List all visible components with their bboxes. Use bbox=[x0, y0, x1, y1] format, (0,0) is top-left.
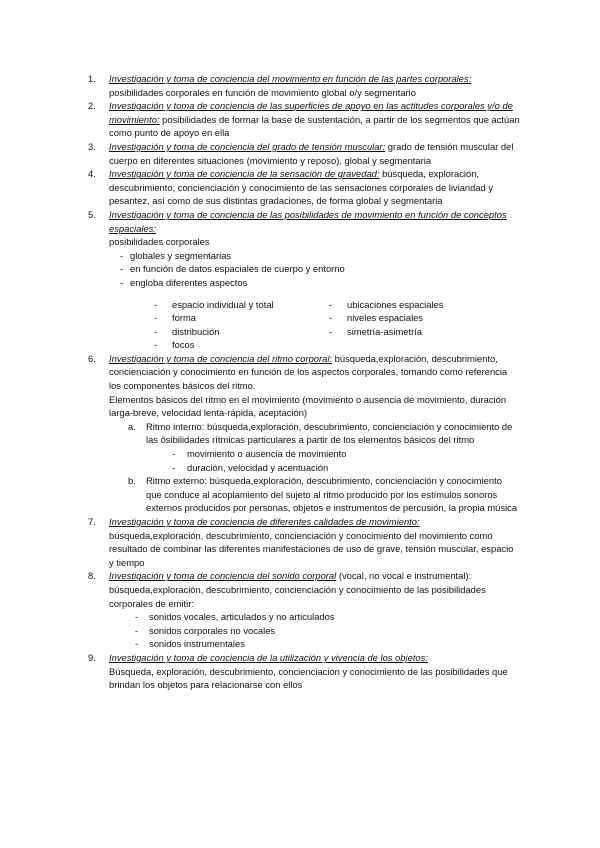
item-number: 2. bbox=[88, 100, 96, 112]
item-number: 7. bbox=[88, 516, 96, 527]
bullet-item: - movimiento o ausencia de movimiento bbox=[172, 447, 520, 461]
bullet-item: - forma bbox=[154, 311, 329, 325]
item-title: Investigación y toma de conciencia de las posibilidades de movimiento en función de conceptos espaciales: bbox=[109, 208, 507, 234]
item-text: posibilidades corporales en función de movimiento global o/y segmentario bbox=[109, 86, 416, 98]
bullet-list bbox=[135, 610, 520, 651]
item-text: búsqueda,exploración, descubrimiento, concienciación y conocimiento en función de los aspectos corporales, tomando como referencia los componentes básicos del ritmo. bbox=[109, 352, 508, 392]
bullet-list bbox=[120, 249, 520, 290]
list-item-3 bbox=[88, 140, 520, 167]
item-body: Búsqueda, exploración, descubrimiento, concienciación y conocimiento de las posibilidades que brindan los objetos para relacionarse con ellos bbox=[109, 665, 508, 691]
bullet-item: - ubicaciones espaciales bbox=[329, 298, 504, 312]
bullet-item: - sonidos vocales, articulados y no articulados bbox=[135, 610, 520, 624]
bullet-item: - distribución bbox=[154, 325, 329, 339]
bullet-list bbox=[172, 447, 520, 474]
bullet-item: - engloba diferentes aspectos bbox=[120, 276, 520, 290]
bullet-item: - sonidos corporales no vocales bbox=[135, 624, 520, 638]
bullet-item: - duración, velocidad y acentuación bbox=[172, 461, 520, 475]
item-title: Investigación y toma de conciencia de las superficies de apoyo en las actitudes corporales y/o de movimiento: bbox=[109, 100, 513, 125]
list-item-9 bbox=[88, 651, 520, 692]
numbered-list bbox=[88, 72, 520, 692]
item-number: 1. bbox=[88, 73, 96, 84]
list-item-6 bbox=[88, 352, 520, 515]
bullet-item: - globales y segmentarias bbox=[120, 249, 520, 263]
item-text: búsqueda, exploración, descubrimiento, concienciación y conocimiento de las sensaciones corporales de liviandad y pesantez, así como de sus distintas gradaciones, de forma global y segmentaria bbox=[109, 168, 494, 207]
list-item-5 bbox=[88, 208, 520, 352]
item-text: posibilidades de formar la base de sustentación, a partir de los segmentos que actúan como punto de apoyo en ella bbox=[109, 113, 520, 139]
bullet-item: - focos bbox=[154, 338, 329, 352]
bullet-item: - en función de datos espaciales de cuerpo y entorno bbox=[120, 262, 520, 276]
item-text: grado de tensión muscular del cuerpo en diferentes situaciones (movimiento y reposo), global y segmentaria bbox=[109, 140, 514, 166]
lettered-text: Ritmo interno: búsqueda,exploración, descubrimiento, concienciación y conocimiento de las ôsibilidades rítmicas particulares a partir de los elementos básicos del ritmo bbox=[146, 420, 513, 446]
item-intro: posibilidades corporales bbox=[109, 236, 210, 248]
item-body: búsqueda,exploración, descubrimiento, concienciación y conocimiento del movimiento como resultado de combinar las diferentes manifestaciones de uso de grave, tensión muscular, espacio y tiempo bbox=[109, 529, 514, 568]
item-number: 6. bbox=[88, 352, 96, 364]
item-title: Investigación y toma de conciencia del movimiento en función de las partes corporales: bbox=[109, 73, 472, 84]
item-letter: b. bbox=[128, 475, 136, 487]
item-title: Investigación y toma de conciencia de diferentes calidades de movimiento: bbox=[109, 516, 420, 527]
item-number: 9. bbox=[88, 651, 96, 663]
item-title: Investigación y toma de conciencia del sonido corporal bbox=[109, 570, 337, 582]
item-number: 5. bbox=[88, 208, 96, 220]
item-title: Investigación y toma de conciencia de la utilización y vivencia de los objetos: bbox=[109, 651, 428, 663]
bullet-item: - niveles espaciales bbox=[329, 311, 504, 325]
item-text: (vocal, no vocal e instrumental): búsqueda,exploración, descubrimiento, concienciación y conocimiento de las posibilidades corporales de emitir: bbox=[109, 570, 486, 609]
list-item-8 bbox=[88, 569, 520, 651]
list-item-2 bbox=[88, 99, 520, 140]
item-number: 8. bbox=[88, 570, 96, 582]
aspects-column-1 bbox=[154, 298, 329, 352]
item-number: 4. bbox=[88, 168, 96, 180]
item-title: Investigación y toma de conciencia del grado de tensión muscular: bbox=[109, 140, 386, 152]
list-item-7 bbox=[88, 515, 520, 569]
item-title: Investigación y toma de conciencia de la sensación de gravedad: bbox=[109, 168, 380, 180]
aspects-column-2 bbox=[329, 298, 504, 352]
list-item-4 bbox=[88, 167, 520, 208]
bullet-item: - sonidos instrumentales bbox=[135, 637, 520, 651]
aspects-columns bbox=[154, 298, 520, 352]
item-letter: a. bbox=[128, 420, 136, 432]
item-title: Investigación y toma de conciencia del ritmo corporal: bbox=[109, 352, 333, 364]
lettered-item-a bbox=[109, 420, 520, 474]
lettered-text: Ritmo externo: búsqueda,exploración, descubrimiento, concienciación y conocimiento que conduce al acoplamiento del sujeto al ritmo producido por los estímulos sonoros externos producidos por personas, objetos e instrumentos de percusión, la propia música bbox=[146, 475, 518, 514]
item-number: 3. bbox=[88, 140, 96, 152]
item-extra: Elementos básicos del ritmo en el movimiento (movimiento o ausencia de movimiento, duración larga-breve, velocidad lenta-rápida, aceptación) bbox=[109, 393, 507, 419]
bullet-item: - simetría-asimetría bbox=[329, 325, 504, 339]
bullet-item: - espacio individual y total bbox=[154, 298, 329, 312]
lettered-list bbox=[109, 420, 520, 515]
lettered-item-b bbox=[109, 474, 520, 515]
list-item-1 bbox=[88, 72, 520, 99]
